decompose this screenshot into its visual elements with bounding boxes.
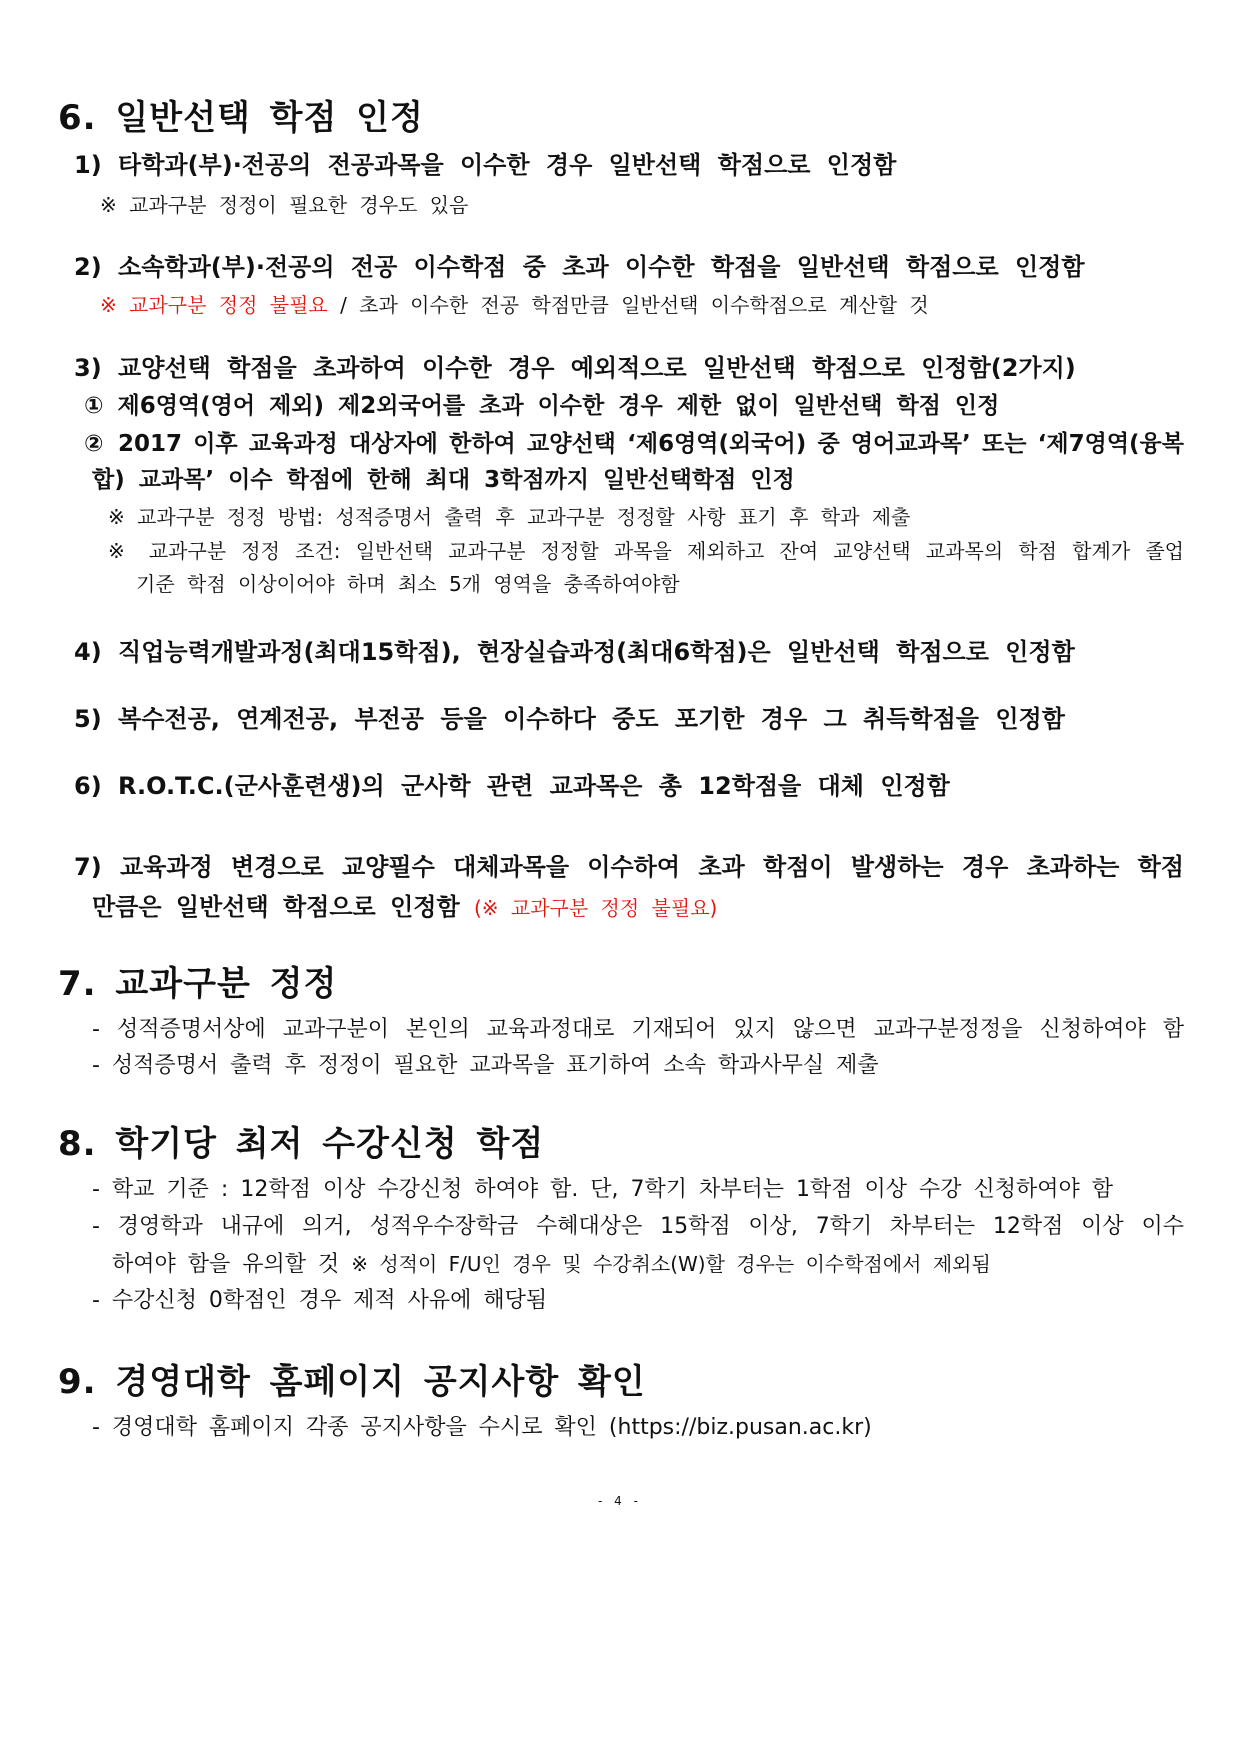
item-6-3-a: ① 제6영역(영어 제외) 제2외국어를 초과 이수한 경우 제한 없이 일반선택 학점 인정 — [84, 393, 1000, 419]
item-6-3: 3) 교양선택 학점을 초과하여 이수한 경우 예외적으로 일반선택 학점으로 인정함(2가지) — [74, 354, 1076, 382]
item-6-2-note-rest: / 초과 이수한 전공 학점만큼 일반선택 이수학점으로 계산할 것 — [327, 293, 929, 317]
section-9-title: 9. 경영대학 홈페이지 공지사항 확인 — [58, 1362, 646, 1402]
section-8-title: 8. 학기당 최저 수강신청 학점 — [58, 1124, 545, 1164]
item-6-7-line2 — [92, 893, 717, 922]
section-9-dash-1: - 경영대학 홈페이지 각종 공지사항을 수시로 확인 (https://biz.pusan.ac.kr) — [92, 1415, 872, 1440]
section-8-dash-2-note: ※ 성적이 F/U인 경우 및 수강취소(W)할 경우는 이수학점에서 제외됨 — [351, 1252, 991, 1276]
section-8-dash-3: - 수강신청 0학점인 경우 제적 사유에 해당됨 — [92, 1288, 548, 1313]
item-6-2-note — [100, 293, 929, 317]
item-6-2-note-red: ※ 교과구분 정정 불필요 — [100, 293, 328, 317]
item-6-4: 4) 직업능력개발과정(최대15학점), 현장실습과정(최대6학점)은 일반선택 학점으로 인정함 — [74, 638, 1075, 666]
item-6-1-note: ※ 교과구분 정정이 필요한 경우도 있음 — [100, 193, 469, 217]
section-8-dash-2-line1: - 경영학과 내규에 의거, 성적우수장학금 수혜대상은 15학점 이상, 7학기 차부터는 12학점 이상 이수 — [92, 1214, 1184, 1239]
section-7-title: 7. 교과구분 정정 — [58, 964, 338, 1004]
item-6-7-line2-text: 만큼은 일반선택 학점으로 인정함 — [92, 893, 474, 921]
item-6-3-b-line1: ② 2017 이후 교육과정 대상자에 한하여 교양선택 ‘제6영역(외국어) 중 영어교과목’ 또는 ‘제7영역(융복 — [84, 431, 1184, 457]
page-number: - 4 - — [598, 1494, 642, 1508]
item-6-3-note-method: ※ 교과구분 정정 방법: 성적증명서 출력 후 교과구분 정정할 사항 표기 후 학과 제출 — [108, 505, 911, 529]
section-6-title: 6. 일반선택 학점 인정 — [58, 98, 424, 138]
item-6-3-note-condition-line2: 기준 학점 이상이어야 하며 최소 5개 영역을 충족하여야함 — [136, 572, 680, 596]
item-6-6: 6) R.O.T.C.(군사훈련생)의 군사학 관련 교과목은 총 12학점을 대체 인정함 — [74, 772, 950, 800]
item-6-7-note-red: (※ 교과구분 정정 불필요) — [474, 896, 718, 920]
item-6-5: 5) 복수전공, 연계전공, 부전공 등을 이수하다 중도 포기한 경우 그 취득학점을 인정함 — [74, 705, 1065, 733]
section-7-dash-2: - 성적증명서 출력 후 정정이 필요한 교과목을 표기하여 소속 학과사무실 제출 — [92, 1053, 879, 1078]
item-6-3-b-line2: 합) 교과목’ 이수 학점에 한해 최대 3학점까지 일반선택학점 인정 — [92, 467, 795, 493]
item-6-7-line1: 7) 교육과정 변경으로 교양필수 대체과목을 이수하여 초과 학점이 발생하는 경우 초과하는 학점 — [74, 853, 1184, 881]
section-8-dash-2-line2-text: 하여야 함을 유의할 것 — [112, 1252, 352, 1277]
section-8-dash-1: - 학교 기준 : 12학점 이상 수강신청 하여야 함. 단, 7학기 차부터는 1학점 이상 수강 신청하여야 함 — [92, 1177, 1114, 1202]
item-6-1: 1) 타학과(부)·전공의 전공과목을 이수한 경우 일반선택 학점으로 인정함 — [74, 151, 897, 179]
item-6-3-note-condition-line1: ※ 교과구분 정정 조건: 일반선택 교과구분 정정할 과목을 제외하고 잔여 교양선택 교과목의 학점 합계가 졸업 — [108, 539, 1184, 563]
section-7-dash-1: - 성적증명서상에 교과구분이 본인의 교육과정대로 기재되어 있지 않으면 교과구분정정을 신청하여야 함 — [92, 1017, 1184, 1042]
item-6-2: 2) 소속학과(부)·전공의 전공 이수학점 중 초과 이수한 학점을 일반선택 학점으로 인정함 — [74, 253, 1085, 281]
section-8-dash-2-line2 — [112, 1252, 991, 1278]
